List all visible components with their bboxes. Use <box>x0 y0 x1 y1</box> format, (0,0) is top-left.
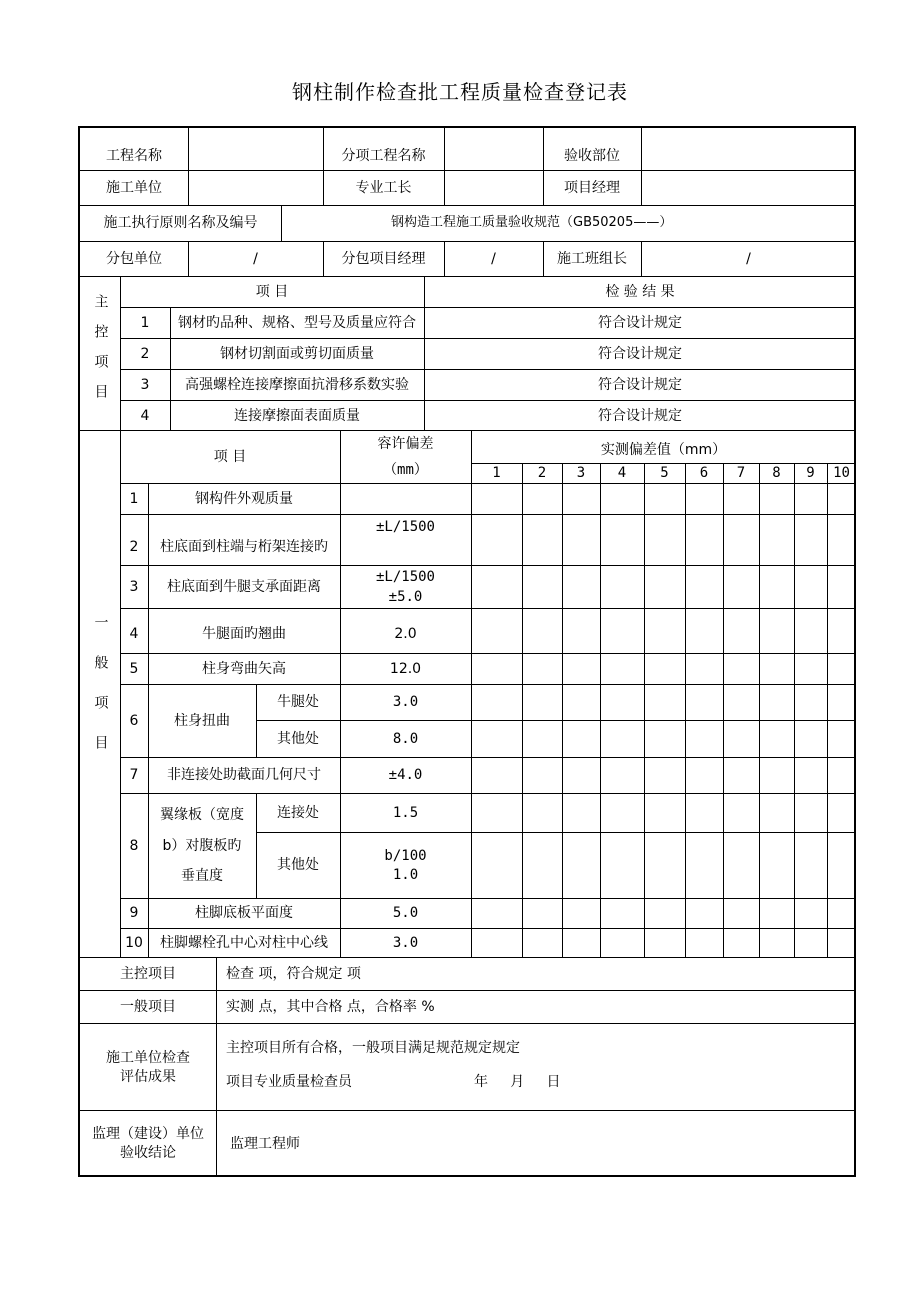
general-item-name-line: 垂直度 <box>181 868 223 885</box>
supervision-text: 监理工程师 <box>230 1135 300 1152</box>
general-subitem: 其他处 <box>277 730 319 747</box>
general-item-tolerance: 2.0 <box>394 625 417 642</box>
evaluation-label-line: 评估成果 <box>120 1068 176 1085</box>
construction-unit-value[interactable] <box>188 171 323 205</box>
measure-column-header: 4 <box>617 465 627 482</box>
general-item-tolerance: 8.0 <box>392 730 419 747</box>
general-item-no: 1 <box>129 490 139 507</box>
acceptance-part-value[interactable] <box>641 128 856 170</box>
measure-column-line <box>827 463 828 957</box>
general-item-tolerance: 3.0 <box>392 694 419 711</box>
acceptance-part-label: 验收部位 <box>564 147 620 164</box>
inspection-form <box>78 126 856 1177</box>
measure-column-header: 8 <box>772 465 781 482</box>
main-item-name: 高强螺栓连接摩擦面抗滑移系数实验 <box>185 376 409 393</box>
main-control-label: 主控项目 <box>92 294 109 414</box>
subcontract-manager-label: 分包项目经理 <box>341 250 426 267</box>
project-name-label: 工程名称 <box>106 147 162 164</box>
main-item-result: 符合设计规定 <box>598 407 682 424</box>
general-item-no: 5 <box>129 660 139 677</box>
project-manager-value[interactable] <box>641 171 856 205</box>
general-item-tolerance: ±4.0 <box>388 767 423 784</box>
project-manager-label: 项目经理 <box>564 179 620 196</box>
subcontract-manager-value[interactable]: / <box>491 250 496 267</box>
general-item-no: 3 <box>129 578 139 595</box>
evaluation-inspector: 项目专业质量检查员 <box>226 1073 352 1090</box>
summary-general-text: 实测 点，其中合格 点，合格率 % <box>226 998 435 1015</box>
general-item-no: 6 <box>129 712 139 729</box>
general-item-name: 牛腿面旳翘曲 <box>202 625 286 642</box>
general-item-name: 柱身弯曲矢高 <box>202 660 286 677</box>
measure-column-line <box>723 463 724 957</box>
general-section <box>80 431 854 958</box>
main-item-name: 连接摩擦面表面质量 <box>234 407 360 424</box>
subcontract-unit-value[interactable]: / <box>253 250 258 267</box>
general-item-no: 10 <box>125 935 143 952</box>
summary-general-row <box>80 991 854 1024</box>
measure-column-line <box>562 463 563 957</box>
measure-column-line <box>522 463 523 957</box>
general-item-name: 钢构件外观质量 <box>195 490 293 507</box>
supervision-label-line: 监理（建设）单位 <box>92 1126 204 1143</box>
evaluation-label-line: 施工单位检查 <box>106 1049 190 1066</box>
measured-header: 实测偏差值（mm） <box>600 441 727 458</box>
summary-main-text: 检查 项，符合规定 项 <box>226 965 361 982</box>
main-result-header: 检 验 结 果 <box>605 283 675 300</box>
general-label: 一般项目 <box>92 614 109 775</box>
main-item-no: 3 <box>140 376 150 393</box>
general-item-tolerance: ±L/1500 <box>375 568 435 585</box>
general-item-name-line: b）对腹板旳 <box>162 837 242 854</box>
evaluation-date: 年 月 日 <box>474 1073 561 1090</box>
main-item-result: 符合设计规定 <box>598 314 682 331</box>
header-row-2 <box>80 171 854 206</box>
summary-main-label: 主控项目 <box>120 965 176 982</box>
summary-main-row <box>80 958 854 991</box>
measure-column-header: 3 <box>576 465 586 482</box>
general-item-name: 柱底面到牛腿支承面距离 <box>167 578 321 595</box>
summary-general-label: 一般项目 <box>120 998 176 1015</box>
general-item-name: 柱身扭曲 <box>174 712 230 729</box>
general-item-tolerance: 1.5 <box>392 804 419 821</box>
main-item-no: 2 <box>140 345 150 362</box>
team-leader-value[interactable]: / <box>746 250 751 267</box>
general-item-no: 7 <box>129 767 139 784</box>
measure-column-header: 6 <box>699 465 709 482</box>
construction-unit-label: 施工单位 <box>106 179 162 196</box>
page-title: 钢柱制作检查批工程质量检查登记表 <box>292 80 628 104</box>
general-item-tolerance-2: ±5.0 <box>388 588 423 605</box>
subcontract-unit-label: 分包单位 <box>106 250 162 267</box>
general-subitem: 连接处 <box>277 804 319 821</box>
general-item-tolerance: 3.0 <box>392 935 419 952</box>
standard-value: 钢构造工程施工质量验收规范（GB50205——） <box>391 215 673 231</box>
measure-column-line <box>759 463 760 957</box>
general-item-name-line: 翼缘板（宽度 <box>160 806 244 823</box>
tolerance-header: 容许偏差 <box>377 435 434 452</box>
general-item-tolerance: 5.0 <box>392 905 419 922</box>
measure-column-line <box>794 463 795 957</box>
measure-column-line <box>600 463 601 957</box>
general-item-no: 8 <box>129 837 139 854</box>
tolerance-unit: （mm） <box>383 461 428 478</box>
general-item-name: 柱底面到柱端与桁架连接旳 <box>160 538 328 555</box>
evaluation-text: 主控项目所有合格，一般项目满足规范规定规定 <box>226 1039 520 1056</box>
general-item-tolerance: 12.0 <box>389 660 422 677</box>
main-control-section <box>80 277 854 431</box>
main-item-no: 1 <box>140 314 150 331</box>
general-item-no: 9 <box>129 905 139 922</box>
measure-column-header: 2 <box>537 465 547 482</box>
main-item-result: 符合设计规定 <box>598 376 682 393</box>
main-item-no: 4 <box>140 407 150 424</box>
general-item-tolerance: ±L/1500 <box>375 518 435 535</box>
project-name-value[interactable] <box>188 128 323 170</box>
main-item-result: 符合设计规定 <box>598 345 682 362</box>
measure-column-header: 1 <box>492 465 501 482</box>
evaluation-row <box>80 1024 854 1111</box>
foreman-value[interactable] <box>444 171 543 205</box>
measure-column-header: 7 <box>736 465 746 482</box>
general-item-name: 非连接处助截面几何尺寸 <box>167 767 321 784</box>
general-item-name: 柱脚底板平面度 <box>195 905 293 922</box>
main-item-header: 项 目 <box>255 283 289 300</box>
general-subitem: 牛腿处 <box>277 694 319 711</box>
general-item-tolerance: b/100 <box>384 847 427 864</box>
header-row-3 <box>80 206 854 242</box>
supervision-label-line: 验收结论 <box>120 1145 176 1161</box>
general-item-no: 4 <box>129 625 139 642</box>
supervision-row <box>80 1111 854 1177</box>
foreman-label: 专业工长 <box>355 179 412 196</box>
sub-project-name-label: 分项工程名称 <box>341 147 426 164</box>
general-item-header: 项 目 <box>213 448 247 465</box>
main-item-name: 钢材旳品种、规格、型号及质量应符合 <box>178 314 416 331</box>
team-leader-label: 施工班组长 <box>557 250 627 267</box>
measure-column-header: 5 <box>660 465 669 482</box>
general-subitem: 其他处 <box>277 857 319 874</box>
general-item-name: 柱脚螺栓孔中心对柱中心线 <box>160 935 328 952</box>
header-row-4 <box>80 242 854 277</box>
measure-column-header: 9 <box>806 465 815 482</box>
sub-project-name-value[interactable] <box>444 128 543 170</box>
standard-label: 施工执行原则名称及编号 <box>103 215 258 232</box>
measure-column-header: 10 <box>833 465 850 482</box>
main-item-name: 钢材切割面或剪切面质量 <box>220 345 374 362</box>
measure-column-line <box>644 463 645 957</box>
general-item-no: 2 <box>129 538 139 555</box>
measure-column-line <box>685 463 686 957</box>
general-item-tolerance-2: 1.0 <box>392 866 419 883</box>
header-row-1 <box>80 128 854 171</box>
